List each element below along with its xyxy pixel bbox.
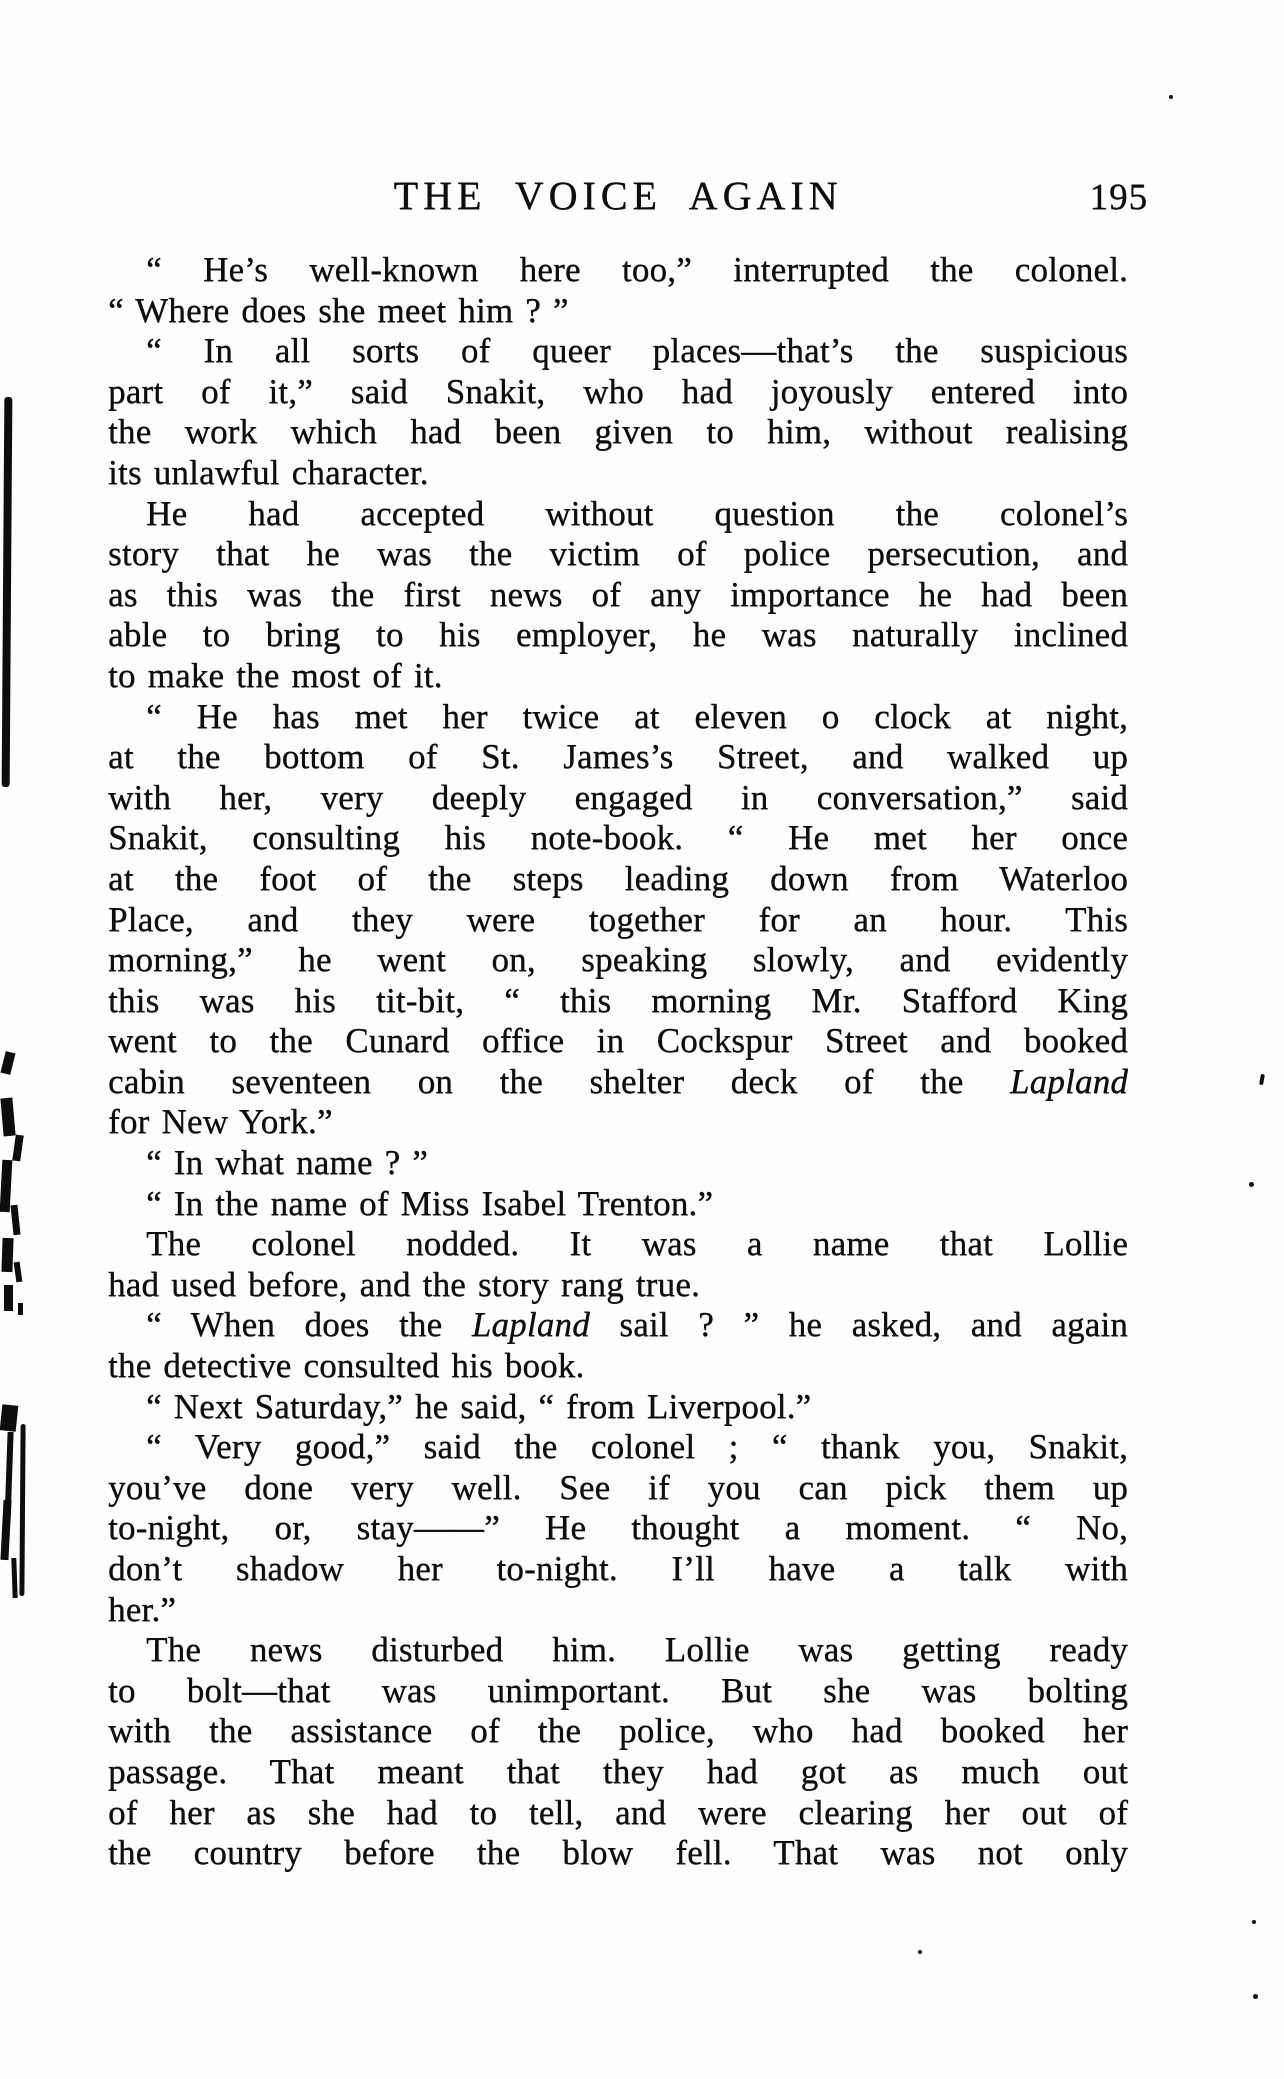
body-line	[108, 859, 1128, 900]
body-text: “ In what name ? ”	[146, 1143, 428, 1183]
binding-ink-smudge	[12, 1135, 24, 1162]
body-text: as this was the first news of any importance he had been	[108, 574, 1128, 614]
body-line	[108, 1265, 1128, 1306]
paragraph	[108, 1305, 1128, 1386]
body-text: at the bottom of St. James’s Street, and walked up	[108, 737, 1128, 777]
paragraph	[108, 494, 1128, 697]
body-line	[108, 778, 1128, 819]
body-line	[108, 250, 1128, 291]
body-line	[108, 1305, 1128, 1346]
body-line	[108, 1102, 1128, 1143]
body-text: to make the most of it.	[108, 655, 443, 695]
paragraph	[108, 250, 1128, 331]
body-text: “ Next Saturday,” he said, “ from Liverpool.”	[146, 1386, 812, 1426]
body-line	[108, 1021, 1128, 1062]
ship-name-italic: Lapland	[1009, 1061, 1128, 1101]
paragraph	[108, 1630, 1128, 1874]
body-line	[108, 494, 1128, 535]
binding-ink-smudge	[18, 1303, 23, 1315]
body-text: part of it,” said Snakit, who had joyously entered into	[108, 371, 1128, 411]
body-line	[108, 1549, 1128, 1590]
ink-speck	[1249, 1182, 1254, 1187]
body-text: Place, and they were together for an hour. This	[108, 899, 1128, 939]
ink-speck	[1252, 1920, 1256, 1924]
body-line	[108, 981, 1128, 1022]
body-text: able to bring to his employer, he was naturally inclined	[108, 615, 1128, 655]
body-text: Snakit, consulting his note-book. “ He met her once	[108, 818, 1128, 858]
body-text: the work which had been given to him, without realising	[108, 412, 1128, 452]
ink-speck	[918, 1950, 922, 1954]
ink-speck	[1169, 95, 1173, 99]
body-line	[108, 1387, 1128, 1428]
body-line	[108, 900, 1128, 941]
body-line	[108, 1793, 1128, 1834]
ship-name-italic: Lapland	[471, 1305, 590, 1345]
body-text: went to the Cunard office in Cockspur Street and booked	[108, 1021, 1128, 1061]
body-line	[108, 453, 1128, 494]
body-text: passage. That meant that they had got as much out	[108, 1751, 1128, 1791]
body-text: “ Where does she meet him ? ”	[108, 290, 569, 330]
body-text: “ He’s well-known here too,” interrupted the colonel.	[146, 250, 1128, 289]
body-line	[108, 1062, 1128, 1103]
body-line	[108, 575, 1128, 616]
body-text: of her as she had to tell, and were clearing her out of	[108, 1792, 1128, 1832]
body-line	[108, 534, 1128, 575]
body-line	[108, 1508, 1128, 1549]
body-text: “ When does the	[146, 1305, 472, 1345]
body-text: with the assistance of the police, who had booked her	[108, 1711, 1128, 1751]
body-line	[108, 1630, 1128, 1671]
binding-ink-smudge	[11, 1558, 17, 1598]
body-line	[108, 697, 1128, 738]
binding-ink-smudge	[4, 1285, 13, 1311]
body-text: with her, very deeply engaged in conversation,” said	[108, 777, 1128, 817]
page-title: THE VOICE AGAIN	[393, 173, 843, 218]
page-body	[108, 250, 1128, 1874]
body-text: this was his tit-bit, “ this morning Mr. Stafford King	[108, 980, 1128, 1020]
body-line	[108, 818, 1128, 859]
body-text: cabin seventeen on the shelter deck of the	[108, 1061, 1010, 1101]
body-line	[108, 1184, 1128, 1225]
body-text: The news disturbed him. Lollie was getting ready	[146, 1630, 1128, 1670]
binding-ink-smudge	[10, 1205, 20, 1236]
body-line	[108, 372, 1128, 413]
body-line	[108, 1671, 1128, 1712]
binding-ink-smudge	[0, 1500, 11, 1560]
body-text: morning,” he went on, speaking slowly, and evidently	[108, 940, 1128, 980]
binding-ink-smudge	[0, 1098, 15, 1137]
paragraph	[108, 331, 1128, 493]
body-line	[108, 656, 1128, 697]
body-text: for New York.”	[108, 1102, 333, 1142]
body-text: to bolt—that was unimportant. But she was bolting	[108, 1670, 1128, 1710]
paragraph	[108, 1143, 1128, 1184]
body-line	[108, 1711, 1128, 1752]
body-text: the detective consulted his book.	[108, 1346, 585, 1386]
body-line	[108, 1833, 1128, 1874]
page-number: 195	[1089, 177, 1148, 218]
paragraph	[108, 1427, 1128, 1630]
body-text: He had accepted without question the colonel’s	[146, 493, 1128, 533]
ink-speck	[1253, 1994, 1258, 1999]
binding-ink-smudge	[19, 1424, 25, 1596]
body-line	[108, 615, 1128, 656]
body-text: its unlawful character.	[108, 452, 429, 492]
body-text: “ He has met her twice at eleven o clock at night,	[146, 696, 1128, 736]
body-line	[108, 1346, 1128, 1387]
binding-ink-smudge	[1, 1238, 13, 1272]
body-text: sail ? ” he asked, and again	[589, 1305, 1129, 1345]
body-line	[108, 1468, 1128, 1509]
ink-speck	[1259, 1074, 1265, 1086]
body-text: you’ve done very well. See if you can pick them up	[108, 1467, 1128, 1507]
body-text: “ In all sorts of queer places—that’s the suspicious	[146, 331, 1128, 371]
binding-ink-smudge	[14, 1262, 23, 1283]
body-line	[108, 1427, 1128, 1468]
binding-ink-smudge	[0, 1404, 18, 1432]
body-text: “ Very good,” said the colonel ; “ thank you, Snakit,	[146, 1427, 1128, 1467]
body-line	[108, 412, 1128, 453]
body-line	[108, 291, 1128, 332]
paragraph	[108, 697, 1128, 1144]
body-line	[108, 737, 1128, 778]
body-line	[108, 331, 1128, 372]
body-line	[108, 1590, 1128, 1631]
body-text: at the foot of the steps leading down from Waterloo	[108, 858, 1128, 898]
body-line	[108, 1143, 1128, 1184]
paragraph	[108, 1184, 1128, 1225]
body-text: to-night, or, stay——” He thought a moment. “ No,	[108, 1508, 1128, 1548]
running-head	[108, 173, 1148, 222]
body-text: story that he was the victim of police persecution, and	[108, 534, 1128, 574]
body-line	[108, 1224, 1128, 1265]
body-text: “ In the name of Miss Isabel Trenton.”	[146, 1183, 714, 1223]
body-line	[108, 940, 1128, 981]
binding-ink-smudge	[0, 1051, 15, 1075]
body-text: her.”	[108, 1589, 177, 1629]
paragraph	[108, 1387, 1128, 1428]
body-text: don’t shadow her to-night. I’ll have a talk with	[108, 1549, 1128, 1588]
body-text: had used before, and the story rang true.	[108, 1264, 700, 1304]
binding-ink-bar	[2, 397, 13, 787]
body-text: The colonel nodded. It was a name that Lollie	[146, 1224, 1128, 1264]
body-text: the country before the blow fell. That was not only	[108, 1833, 1128, 1873]
body-line	[108, 1752, 1128, 1793]
paragraph	[108, 1224, 1128, 1305]
